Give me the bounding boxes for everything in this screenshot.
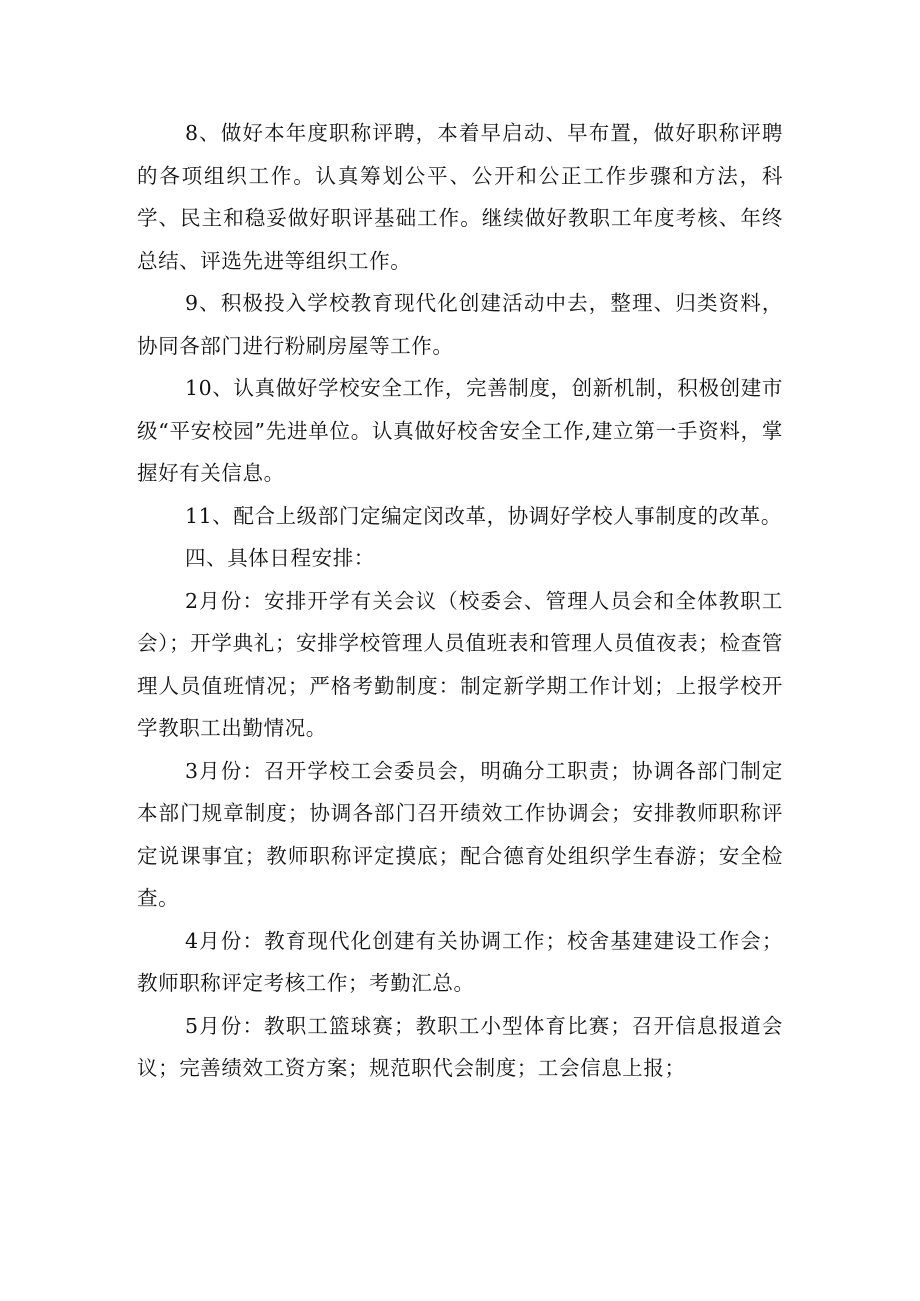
schedule-february: 2月份：安排开学有关会议（校委会、管理人员会和全体教职工会）；开学典礼；安排学校管理人员值班表和管理人员值夜表；检查管理人员值班情况；严格考勤制度：制定新学期工作计划；上报学校开学教职工出勤情况。	[137, 588, 783, 740]
section-heading-schedule: 四、具体日程安排：	[185, 546, 375, 570]
schedule-may: 5月份：教职工篮球赛；教职工小型体育比赛；召开信息报道会议；完善绩效工资方案；规范职代会制度；工会信息上报；	[137, 1013, 783, 1080]
schedule-april: 4月份：教育现代化创建有关协调工作；校舍基建建设工作会；教师职称评定考核工作；考勤汇总。	[137, 928, 783, 995]
paragraph-item-10: 10、认真做好学校安全工作，完善制度，创新机制，积极创建市级“平安校园”先进单位。认真做好校舍安全工作,建立第一手资料，掌握好有关信息。	[137, 376, 783, 485]
document-body	[137, 112, 783, 1090]
paragraph-item-11: 11、配合上级部门定编定闵改革，协调好学校人事制度的改革。	[185, 503, 782, 528]
paragraph-item-9: 9、积极投入学校教育现代化创建活动中去，整理、归类资料，协同各部门进行粉刷房屋等工作。	[137, 291, 783, 358]
paragraph-item-8: 8、做好本年度职称评聘，本着早启动、早布置，做好职称评聘的各项组织工作。认真筹划公平、公开和公正工作步骤和方法，科学、民主和稳妥做好职评基础工作。继续做好教职工年度考核、年终总结、评选先进等组织工作。	[137, 121, 783, 273]
schedule-march: 3月份：召开学校工会委员会，明确分工职责；协调各部门制定本部门规章制度；协调各部门召开绩效工作协调会；安排教师职称评定说课事宜；教师职称评定摸底；配合德育处组织学生春游；安全检查。	[137, 758, 783, 910]
